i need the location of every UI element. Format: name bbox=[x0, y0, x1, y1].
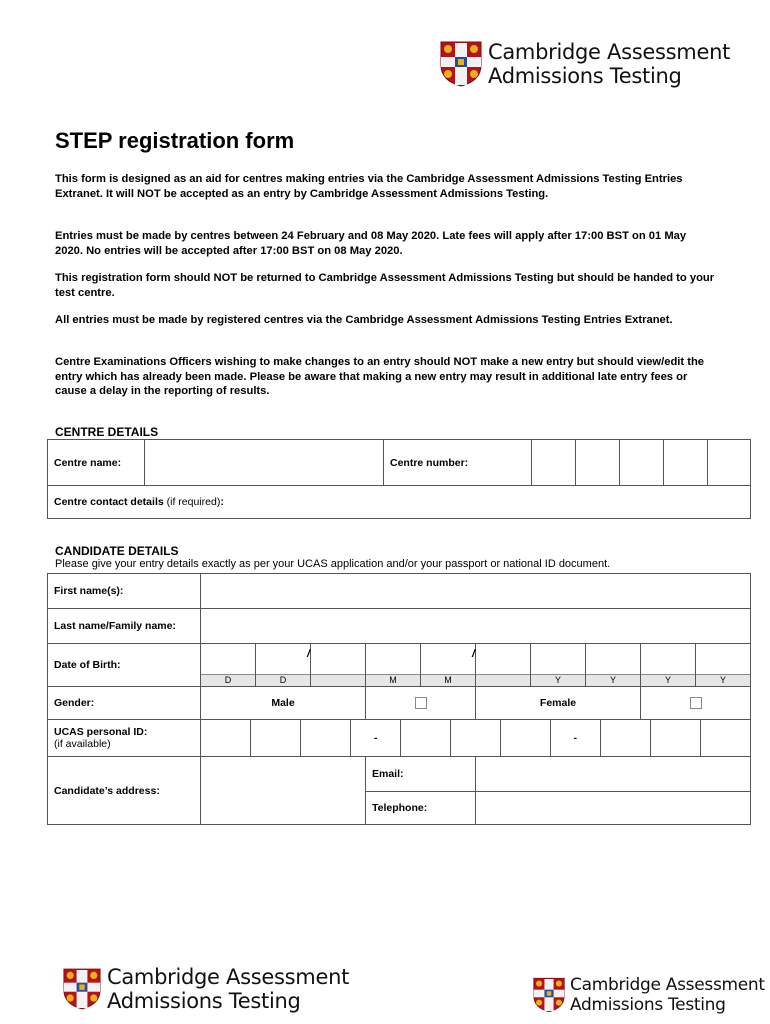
logo-top bbox=[440, 40, 730, 88]
address-field[interactable] bbox=[201, 757, 366, 825]
centre-number-digit-box[interactable] bbox=[576, 440, 620, 486]
dob-letter: D bbox=[201, 674, 255, 686]
dob-separator: / bbox=[472, 648, 476, 660]
dob-year-box[interactable] bbox=[696, 644, 751, 687]
cambridge-shield-icon bbox=[440, 41, 482, 87]
dob-year-box[interactable] bbox=[531, 644, 586, 687]
ucas-digit-box[interactable] bbox=[251, 720, 301, 756]
dob-separator-cell bbox=[472, 644, 531, 687]
intro-paragraph-1: This form is designed as an aid for centres making entries via the Cambridge Assessment Admissions Testing Entries Extranet. It will NOT be accepted as an entry by Cambridge Assessment Admissions Testing. bbox=[55, 173, 683, 200]
email-field[interactable] bbox=[476, 757, 751, 792]
centre-contact-colon: : bbox=[220, 496, 224, 508]
logo-bottom-right bbox=[533, 975, 765, 1015]
intro-paragraph-3: This registration form should NOT be returned to Cambridge Assessment Admissions Testing but should be handed to your test centre. bbox=[55, 272, 715, 299]
telephone-field[interactable] bbox=[476, 792, 751, 825]
page-title: STEP registration form bbox=[55, 128, 295, 153]
male-label: Male bbox=[201, 687, 366, 720]
centre-contact-note: (if required) bbox=[166, 496, 221, 508]
female-option[interactable] bbox=[641, 687, 751, 720]
dob-letter: Y bbox=[531, 674, 585, 686]
dob-day-box[interactable] bbox=[201, 644, 256, 687]
female-label: Female bbox=[476, 687, 641, 720]
ucas-digit-box[interactable] bbox=[650, 720, 700, 756]
ucas-id-boxes bbox=[201, 720, 751, 757]
ucas-separator: - bbox=[550, 720, 600, 756]
dob-letter: M bbox=[366, 674, 420, 686]
centre-number-digit-box[interactable] bbox=[532, 440, 576, 486]
ucas-id-note: (if available) bbox=[54, 738, 111, 750]
ucas-digit-box[interactable] bbox=[700, 720, 750, 756]
cambridge-shield-icon bbox=[533, 977, 565, 1013]
dob-letter: Y bbox=[696, 674, 750, 686]
centre-details-heading: CENTRE DETAILS bbox=[55, 425, 159, 439]
ucas-digit-box[interactable] bbox=[201, 720, 251, 756]
brand-subname: Admissions Testing bbox=[570, 995, 726, 1015]
ucas-id-label: UCAS personal ID: bbox=[54, 726, 148, 738]
ucas-id-label-cell bbox=[48, 720, 201, 757]
cambridge-shield-icon bbox=[63, 968, 101, 1010]
first-name-field[interactable] bbox=[201, 574, 751, 609]
candidate-details-table bbox=[47, 573, 751, 825]
dob-label: Date of Birth: bbox=[48, 644, 201, 687]
last-name-label: Last name/Family name: bbox=[48, 609, 201, 644]
dob-year-box[interactable] bbox=[586, 644, 641, 687]
dob-year-box[interactable] bbox=[641, 644, 696, 687]
ucas-separator: - bbox=[351, 720, 401, 756]
dob-day-box[interactable] bbox=[256, 644, 311, 687]
centre-name-label: Centre name: bbox=[48, 440, 145, 486]
logo-bottom-left bbox=[63, 965, 349, 1013]
ucas-digit-box[interactable] bbox=[401, 720, 451, 756]
brand-name: Cambridge Assessment bbox=[570, 975, 765, 995]
brand-name: Cambridge Assessment bbox=[107, 965, 350, 989]
ucas-digit-box[interactable] bbox=[451, 720, 501, 756]
dob-month-box[interactable] bbox=[421, 644, 476, 687]
female-checkbox[interactable] bbox=[690, 697, 702, 709]
brand-subname: Admissions Testing bbox=[488, 64, 682, 88]
centre-contact-label: Centre contact details bbox=[54, 496, 164, 508]
male-option[interactable] bbox=[366, 687, 476, 720]
brand-name: Cambridge Assessment bbox=[488, 40, 731, 64]
dob-letter: Y bbox=[586, 674, 640, 686]
first-name-label: First name(s): bbox=[48, 574, 201, 609]
intro-paragraph-4: All entries must be made by registered centres via the Cambridge Assessment Admissions Testing Entries Extranet. bbox=[55, 314, 673, 326]
last-name-field[interactable] bbox=[201, 609, 751, 644]
candidate-details-note: Please give your entry details exactly as per your UCAS application and/or your passport or national ID document. bbox=[55, 558, 611, 570]
candidate-details-heading: CANDIDATE DETAILS bbox=[55, 544, 179, 558]
gender-label: Gender: bbox=[48, 687, 201, 720]
telephone-label: Telephone: bbox=[366, 792, 476, 825]
brand-subname: Admissions Testing bbox=[107, 989, 301, 1013]
dob-separator-cell bbox=[307, 644, 366, 687]
ucas-digit-box[interactable] bbox=[600, 720, 650, 756]
dob-letter: D bbox=[256, 674, 310, 686]
centre-details-table bbox=[47, 439, 751, 519]
centre-number-digit-box[interactable] bbox=[620, 440, 664, 486]
centre-number-label: Centre number: bbox=[384, 440, 532, 486]
dob-letter: Y bbox=[641, 674, 695, 686]
dob-letter: M bbox=[421, 674, 475, 686]
centre-name-field[interactable] bbox=[145, 440, 384, 486]
male-checkbox[interactable] bbox=[415, 697, 427, 709]
centre-number-digit-box[interactable] bbox=[664, 440, 708, 486]
centre-number-digit-box[interactable] bbox=[708, 440, 751, 486]
ucas-digit-box[interactable] bbox=[301, 720, 351, 756]
dob-separator: / bbox=[307, 648, 311, 660]
ucas-digit-box[interactable] bbox=[500, 720, 550, 756]
centre-contact-field[interactable] bbox=[48, 486, 751, 519]
email-label: Email: bbox=[366, 757, 476, 792]
address-label: Candidate’s address: bbox=[48, 757, 201, 825]
intro-paragraph-2: Entries must be made by centres between 24 February and 08 May 2020. Late fees will apply after 17:00 BST on 01 May 2020. No entries will be accepted after 17:00 BST on 08 May 2020. bbox=[55, 230, 687, 257]
dob-month-box[interactable] bbox=[366, 644, 421, 687]
intro-paragraph-5: Centre Examinations Officers wishing to make changes to an entry should NOT make a new entry but should view/edit the entry which has already been made. Please be aware that making a new entry may result in additional late entry fees or cause a delay in the reporting of results. bbox=[55, 356, 705, 397]
